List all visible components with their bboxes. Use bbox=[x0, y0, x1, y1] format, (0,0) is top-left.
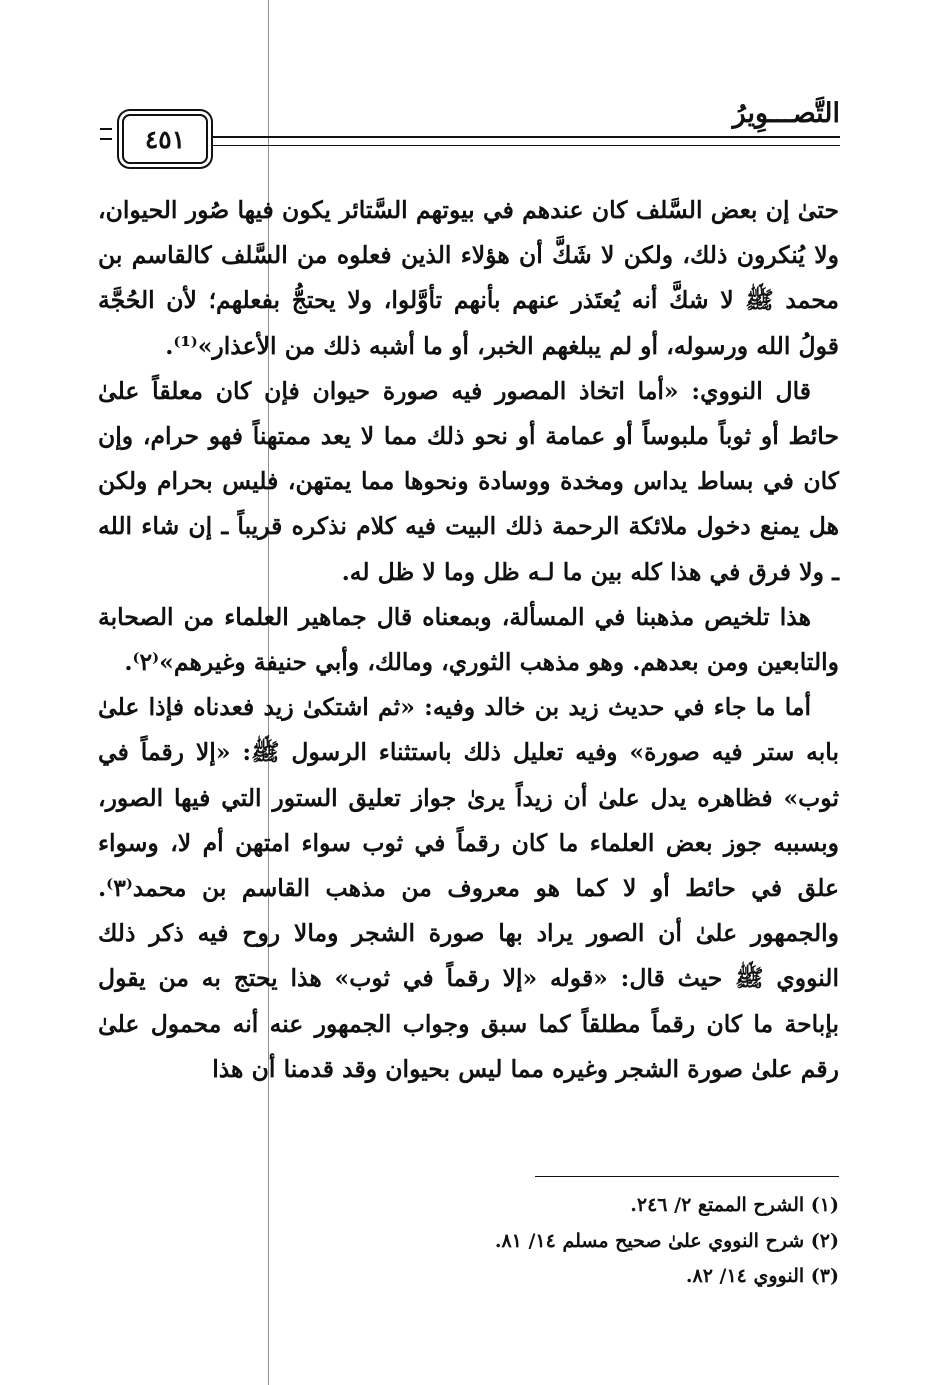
footnote: (١) الشرح الممتع ٢/ ٢٤٦. bbox=[630, 1194, 839, 1216]
footnote: (٢) شرح النووي علىٰ صحيح مسلم ١٤/ ٨١. bbox=[494, 1229, 839, 1252]
page-number-box bbox=[122, 114, 208, 164]
body-text bbox=[98, 188, 839, 1092]
paragraph: أما ما جاء في حديث زيد بن خالد وفيه: «ثم اشتكىٰ زيد فعدناه فإذا علىٰ بابه ستر فيه صورة» وفيه تعليل ذلك باستثناء الرسول ﷺ: «إلا رقماً في ثوب» فظاهره يدل علىٰ أن زيداً يرىٰ جواز تعليق الستور التي فيها الصور، وبسببه جوز بعض العلماء ما كان رقماً في ثوب سواء امتهن أم لا، وسواء علق في حائط أو لا كما هو معروف من مذهب القاسم بن محمد⁽٣⁾. والجمهور علىٰ أن الصور يراد بها صورة الشجر ومالا روح فيه ذكر ذلك النووي ﷺ حيث قال: «قوله «إلا رقماً في ثوب» هذا يحتج به من يقول بإباحة ما كان رقماً مطلقاً كما سبق وجواب الجمهور عنه أنه محمول علىٰ رقم علىٰ صورة الشجر وغيره مما ليس بحيوان وقد قدمنا أن هذا bbox=[98, 693, 839, 1083]
page-number: ٤٥١ bbox=[144, 124, 186, 154]
footnote-separator bbox=[535, 1176, 839, 1177]
paragraph: هذا تلخيص مذهبنا في المسألة، وبمعناه قال جماهير العلماء من الصحابة والتابعين ومن بعدهم. وهو مذهب الثوري، ومالك، وأبي حنيفة وغيرهم»⁽٢⁾. bbox=[98, 602, 839, 677]
paragraph: قال النووي: «أما اتخاذ المصور فيه صورة حيوان فإن كان معلقاً علىٰ حائط أو ثوباً ملبوساً أو عمامة أو نحو ذلك مما لا يعد ممتهناً فهو حرام، وإن كان في بساط يداس ومخدة ووسادة ونحوها مما يمتهن، فليس بحرام ولكن هل يمنع دخول ملائكة الرحمة ذلك البيت فيه كلام نذكره قريباً ـ إن شاء الله ـ ولا فرق في هذا كله بين ما لـه ظل وما لا ظل له. bbox=[98, 376, 839, 586]
page-header bbox=[100, 96, 840, 172]
running-title: التَّصـــوِيرُ bbox=[732, 98, 840, 129]
footnote: (٣) النووي ١٤/ ٨٢. bbox=[685, 1265, 839, 1287]
paragraph: حتىٰ إن بعض السَّلف كان عندهم في بيوتهم السَّتائر يكون فيها صُور الحيوان، ولا يُنكرون ذلك، ولكن لا شَكَّ أن هؤلاء الذين فعلوه من السَّلف كالقاسم بن محمد ﷺ لا شكَّ أنه يُعتَذر عنهم بأنهم تأوَّلوا، ولا يحتجُّ بفعلهم؛ لأن الحُجَّة قولُ الله ورسوله، أو لم يبلغهم الخبر، أو ما أشبه ذلك من الأعذار»⁽¹⁾. bbox=[98, 196, 839, 360]
header-ornament bbox=[100, 128, 112, 140]
header-rule bbox=[208, 136, 840, 146]
footnotes bbox=[239, 1188, 839, 1295]
